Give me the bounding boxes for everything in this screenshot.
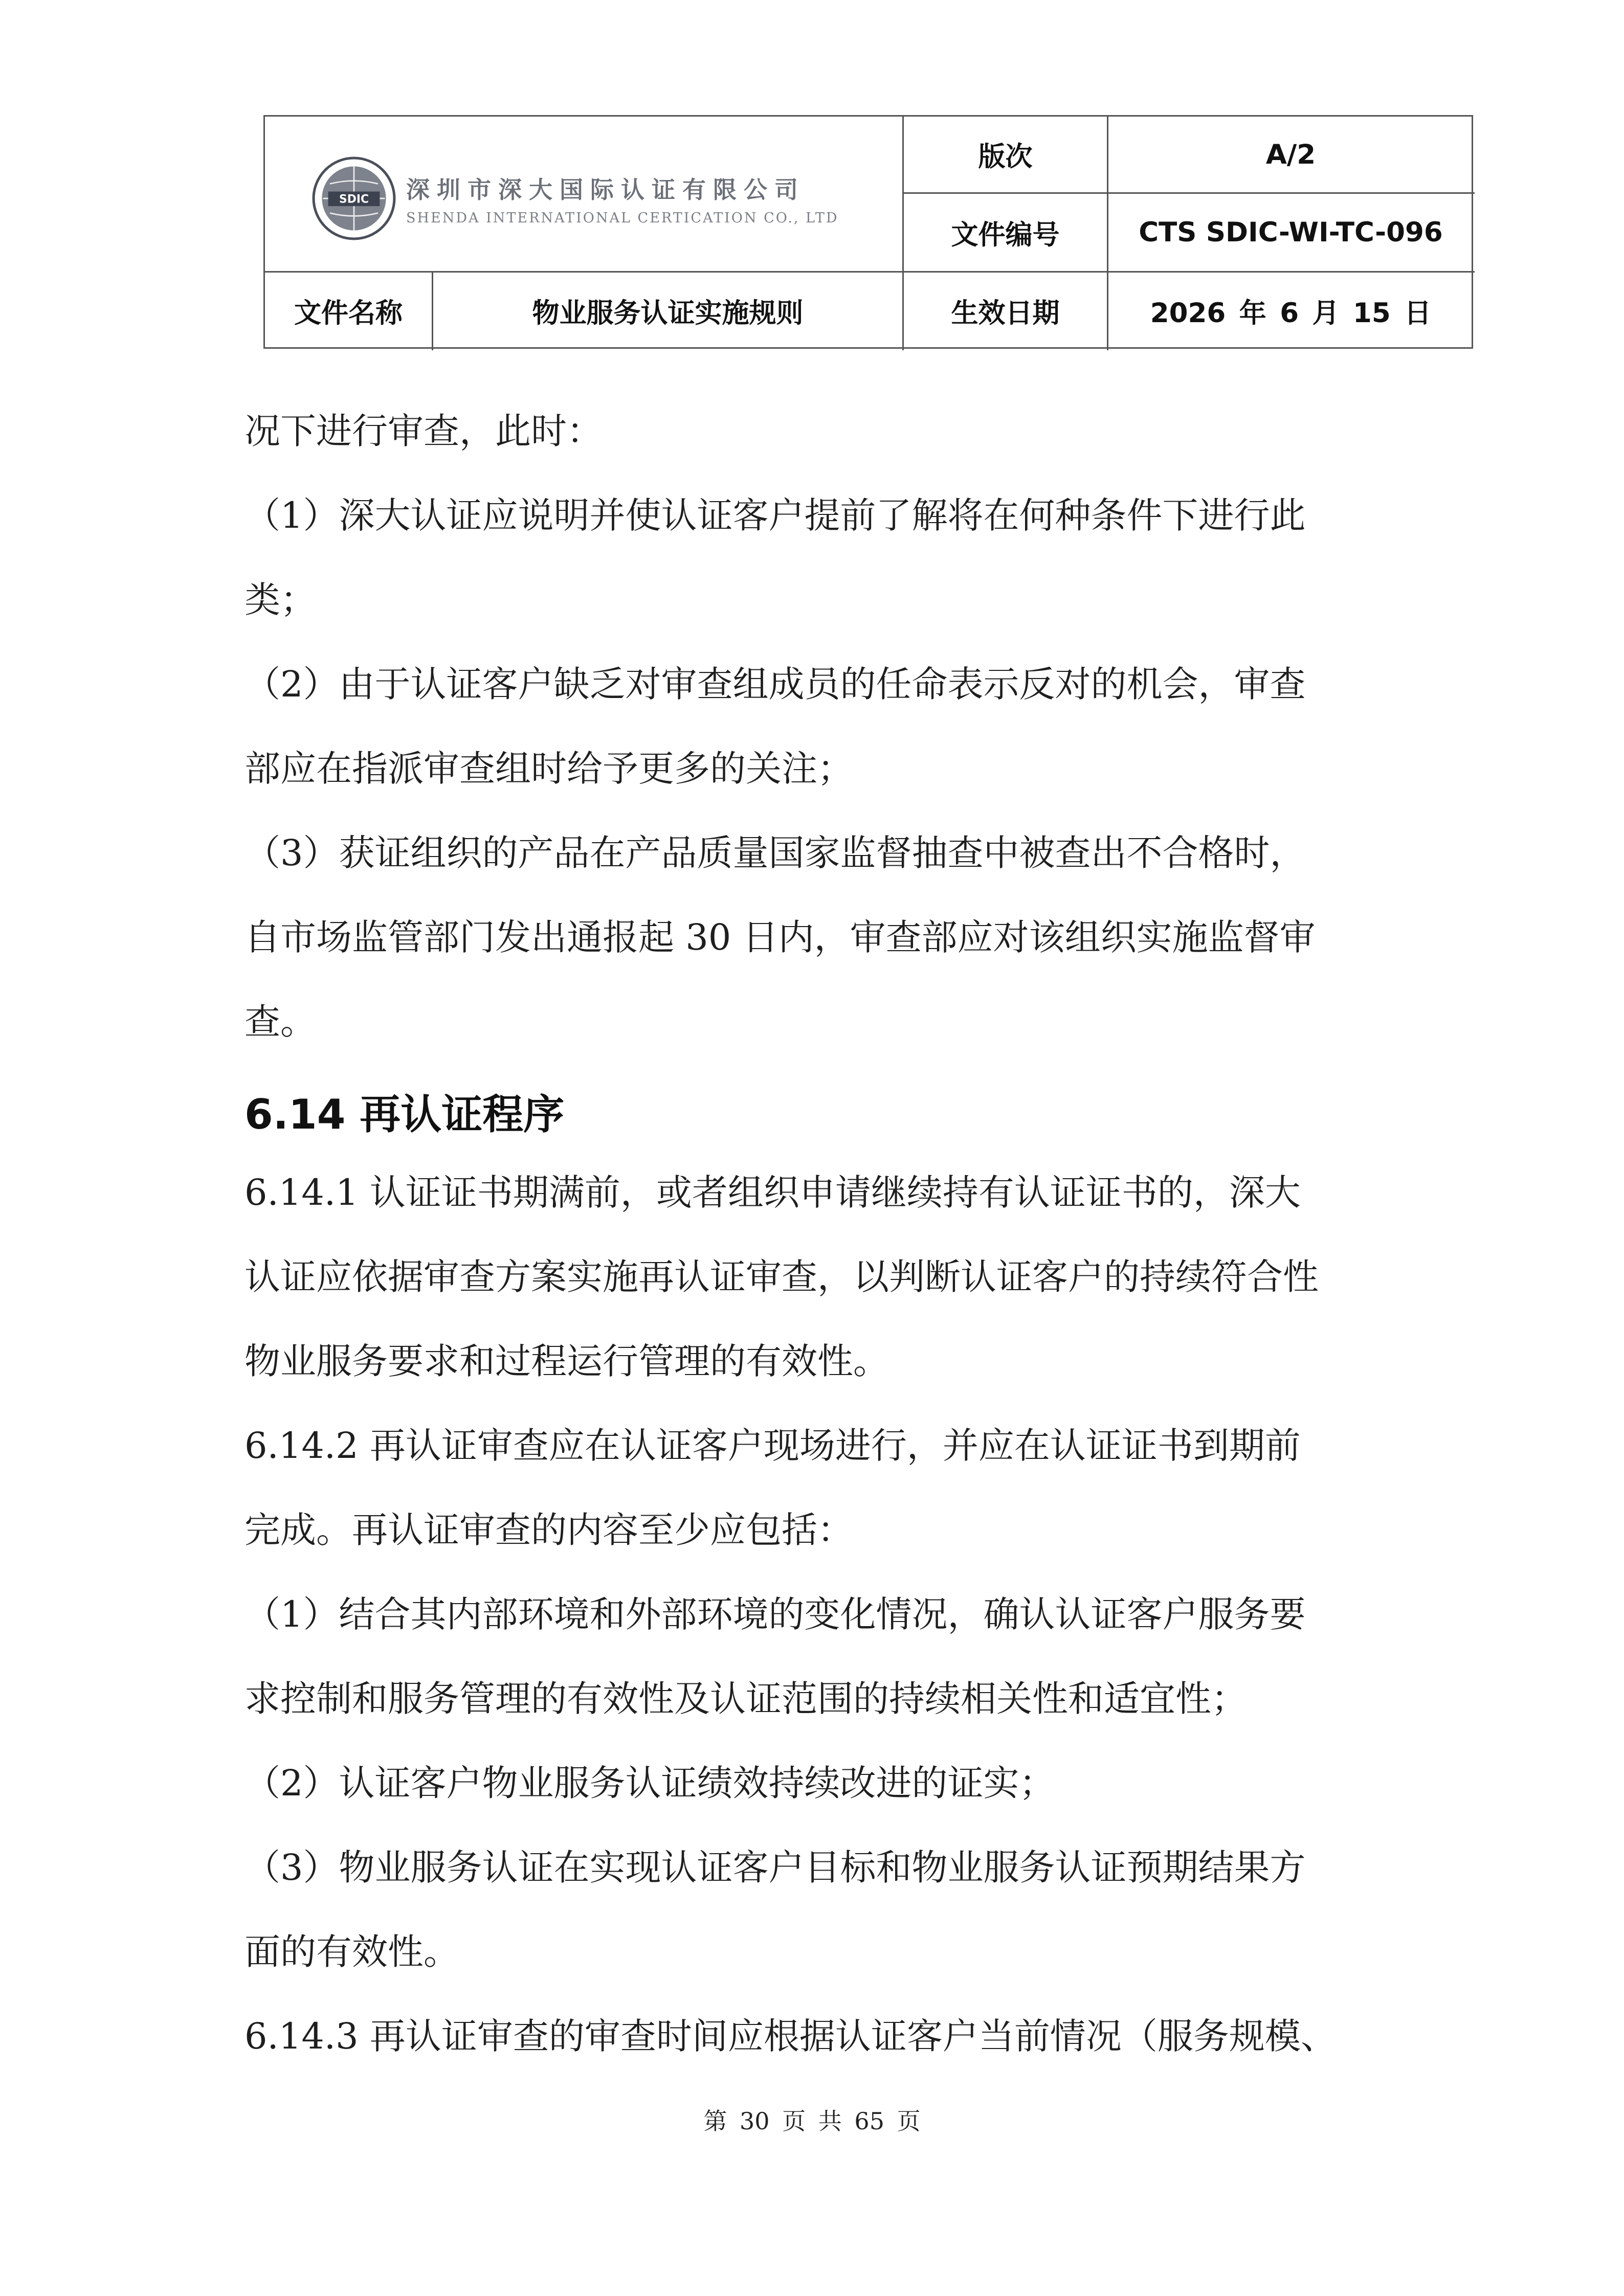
docno-value: CTS SDIC-WI-TC-096 xyxy=(1139,217,1443,248)
paragraph-line: （1）结合其内部环境和外部环境的变化情况，确认认证客户服务要 xyxy=(244,1593,1306,1635)
effective-date-value: 2026 年 6 月 15 日 xyxy=(1150,298,1432,329)
section-heading: 6.14 再认证程序 xyxy=(244,1091,565,1138)
paragraph-line: （3）物业服务认证在实现认证客户目标和物业服务认证预期结果方 xyxy=(244,1847,1306,1888)
company-seal-icon xyxy=(311,155,397,241)
version-value: A/2 xyxy=(1265,139,1316,170)
paragraph-line: 求控制和服务管理的有效性及认证范围的持续相关性和适宜性； xyxy=(244,1678,1247,1720)
paragraph-line: 6.14.2 再认证审查应在认证客户现场进行，并应在认证证书到期前 xyxy=(244,1425,1301,1467)
company-name-en: SHENDA INTERNATIONAL CERTICATION CO., LTD xyxy=(406,210,839,226)
paragraph-line: 面的有效性。 xyxy=(244,1931,459,1973)
paragraph-line: （3）获证组织的产品在产品质量国家监督抽查中被查出不合格时， xyxy=(244,832,1306,874)
paragraph-line: 6.14.3 再认证审查的审查时间应根据认证客户当前情况（服务规模、 xyxy=(244,2015,1337,2057)
paragraph-line: 认证应依据审查方案实施再认证审查，以判断认证客户的持续符合性 xyxy=(244,1256,1319,1298)
paragraph-line: 类； xyxy=(244,579,316,621)
logo-mark: SDIC xyxy=(339,193,369,206)
paragraph-line: 完成。再认证审查的内容至少应包括： xyxy=(244,1509,853,1551)
docname-label: 文件名称 xyxy=(294,298,403,329)
effective-date-label: 生效日期 xyxy=(951,298,1060,329)
paragraph-line: 自市场监管部门发出通报起 30 日内，审查部应对该组织实施监督审 xyxy=(244,916,1316,958)
paragraph-line: （2）认证客户物业服务认证绩效持续改进的证实； xyxy=(244,1762,1055,1804)
page-number: 第 30 页 共 65 页 xyxy=(703,2107,921,2135)
document-header-table xyxy=(263,115,1473,349)
paragraph-line: 物业服务要求和过程运行管理的有效性。 xyxy=(244,1340,889,1382)
version-label: 版次 xyxy=(978,141,1033,172)
paragraph-line: 部应在指派审查组时给予更多的关注； xyxy=(244,748,853,790)
docno-label: 文件编号 xyxy=(951,219,1060,251)
paragraph-line: 6.14.1 认证证书期满前，或者组织申请继续持有认证证书的，深大 xyxy=(244,1172,1301,1213)
paragraph-line: （2）由于认证客户缺乏对审查组成员的任命表示反对的机会，审查 xyxy=(244,663,1306,705)
company-logo xyxy=(311,152,838,244)
paragraph-line: 查。 xyxy=(244,1001,316,1043)
company-name-cn: 深圳市深大国际认证有限公司 xyxy=(406,175,805,204)
docname-value: 物业服务认证实施规则 xyxy=(532,298,804,329)
paragraph-line: 况下进行审查，此时： xyxy=(244,410,603,452)
paragraph-line: （1）深大认证应说明并使认证客户提前了解将在何种条件下进行此 xyxy=(244,494,1306,536)
